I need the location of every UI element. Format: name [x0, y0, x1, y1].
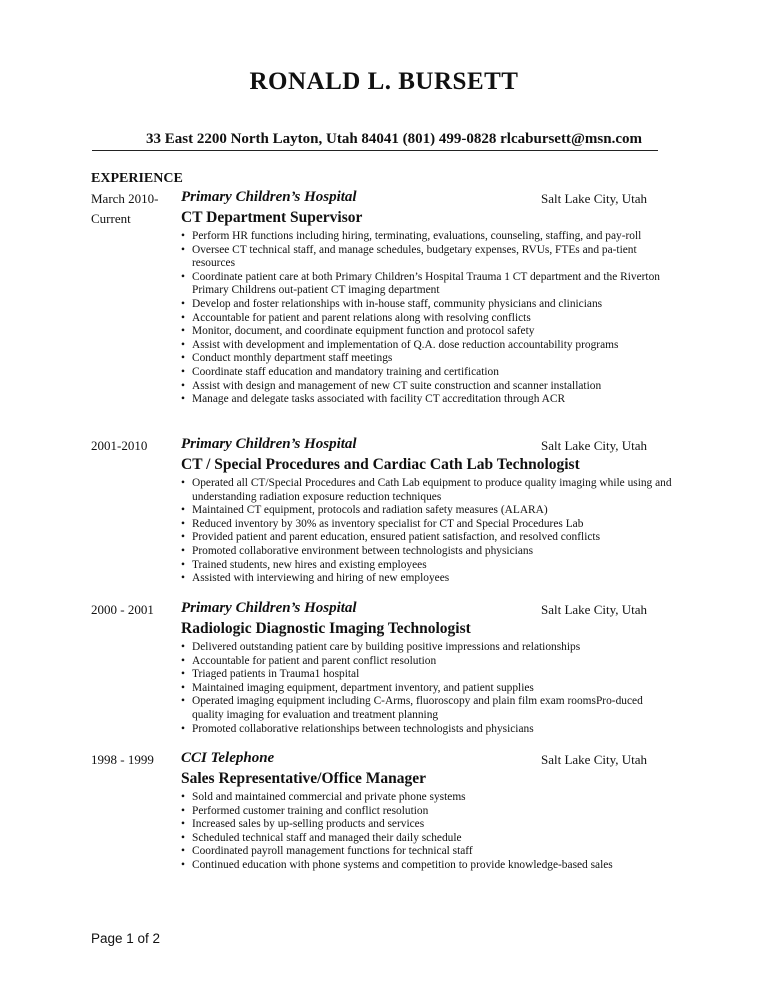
entry-role: Radiologic Diagnostic Imaging Technologist — [181, 620, 471, 637]
bullet-item: • Operated imaging equipment including C-Arms, fluoroscopy and plain film exam roomsPro-duced quality imaging for evaluation and treatment planning — [181, 695, 673, 722]
entry-bullet-list — [181, 641, 673, 736]
bullet-item: • Delivered outstanding patient care by building positive impressions and relationships — [181, 641, 673, 655]
entry-bullet-list — [181, 791, 673, 873]
bullet-item: • Maintained CT equipment, protocols and radiation safety measures (ALARA) — [181, 504, 673, 518]
bullet-item: • Monitor, document, and coordinate equipment function and protocol safety — [181, 325, 673, 339]
entry-date: 2000 - 2001 — [91, 602, 154, 617]
bullet-item: • Maintained imaging equipment, department inventory, and patient supplies — [181, 682, 673, 696]
bullet-item: • Coordinated payroll management functions for technical staff — [181, 845, 673, 859]
entry-bullet-list — [181, 477, 673, 586]
bullet-item: • Conduct monthly department staff meetings — [181, 352, 673, 366]
bullet-item: • Promoted collaborative environment between technologists and physicians — [181, 545, 673, 559]
section-title-experience: EXPERIENCE — [91, 171, 183, 186]
bullet-item: • Scheduled technical staff and managed their daily schedule — [181, 832, 673, 846]
resume-name: RONALD L. BURSETT — [249, 68, 519, 95]
entry-date: 1998 - 1999 — [91, 752, 154, 767]
entry-organization: CCI Telephone — [181, 750, 275, 766]
entry-organization: Primary Children’s Hospital — [181, 436, 357, 452]
bullet-item: • Promoted collaborative relationships between technologists and physicians — [181, 723, 673, 737]
bullet-item: • Perform HR functions including hiring, terminating, evaluations, counseling, staffing, and pay-roll — [181, 230, 673, 244]
bullet-item: • Oversee CT technical staff, and manage schedules, budgetary expenses, RVUs, FTEs and pa-tient resources — [181, 244, 673, 271]
page-number: Page 1 of 2 — [91, 931, 161, 946]
header-divider — [92, 150, 658, 151]
bullet-item: • Coordinate patient care at both Primary Children’s Hospital Trauma 1 CT department and the Riverton Primary Childrens out-patient CT imaging department — [181, 271, 673, 298]
bullet-item: • Performed customer training and conflict resolution — [181, 805, 673, 819]
bullet-item: • Manage and delegate tasks associated with facility CT accreditation through ACR — [181, 393, 673, 407]
entry-date-end: Current — [91, 211, 131, 226]
bullet-item: • Assist with design and management of new CT suite construction and scanner installation — [181, 380, 673, 394]
entry-organization: Primary Children’s Hospital — [181, 189, 357, 205]
entry-location: Salt Lake City, Utah — [541, 438, 648, 453]
bullet-item: • Operated all CT/Special Procedures and Cath Lab equipment to produce quality imaging while using and understanding radiation exposure reduction techniques — [181, 477, 673, 504]
entry-location: Salt Lake City, Utah — [541, 191, 648, 206]
bullet-item: • Trained students, new hires and existing employees — [181, 559, 673, 573]
entry-role: CT Department Supervisor — [181, 209, 363, 226]
entry-location: Salt Lake City, Utah — [541, 752, 648, 767]
entry-date: March 2010- — [91, 191, 159, 206]
entry-bullet-list — [181, 230, 673, 407]
contact-line: 33 East 2200 North Layton, Utah 84041 (801) 499-0828 rlcabursett@msn.com — [145, 131, 642, 147]
bullet-item: • Develop and foster relationships with in-house staff, community physicians and clinicians — [181, 298, 673, 312]
bullet-item: • Sold and maintained commercial and private phone systems — [181, 791, 673, 805]
bullet-item: • Continued education with phone systems and competition to provide knowledge-based sales — [181, 859, 673, 873]
entry-role: Sales Representative/Office Manager — [181, 770, 427, 787]
bullet-item: • Assist with development and implementation of Q.A. dose reduction accountability programs — [181, 339, 673, 353]
bullet-item: • Coordinate staff education and mandatory training and certification — [181, 366, 673, 380]
bullet-item: • Provided patient and parent education, ensured patient satisfaction, and resolved conflicts — [181, 531, 673, 545]
bullet-item: • Reduced inventory by 30% as inventory specialist for CT and Special Procedures Lab — [181, 518, 673, 532]
entry-role: CT / Special Procedures and Cardiac Cath Lab Technologist — [181, 456, 580, 473]
bullet-item: • Increased sales by up-selling products and services — [181, 818, 673, 832]
bullet-item: • Assisted with interviewing and hiring of new employees — [181, 572, 673, 586]
bullet-item: • Triaged patients in Trauma1 hospital — [181, 668, 673, 682]
entry-location: Salt Lake City, Utah — [541, 602, 648, 617]
bullet-item: • Accountable for patient and parent conflict resolution — [181, 655, 673, 669]
bullet-item: • Accountable for patient and parent relations along with resolving conflicts — [181, 312, 673, 326]
entry-date: 2001-2010 — [91, 438, 148, 453]
entry-organization: Primary Children’s Hospital — [181, 600, 357, 616]
